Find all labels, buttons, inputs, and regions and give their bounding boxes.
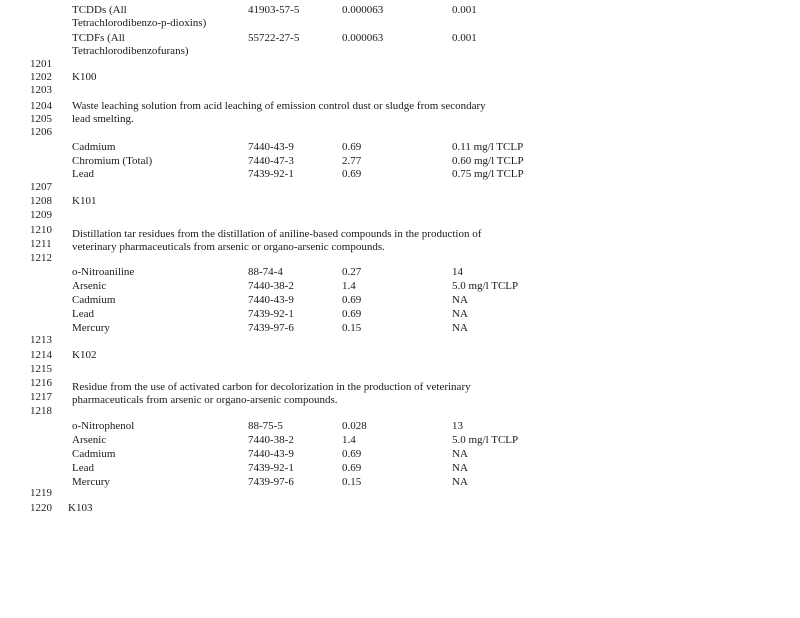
- line-number: 1208: [30, 195, 52, 207]
- waste-code: K101: [72, 195, 97, 207]
- row-cas: 7440-43-9: [248, 141, 294, 153]
- row-nonwastewater: NA: [452, 294, 468, 306]
- row-name: TCDDs (All: [72, 4, 127, 16]
- line-number: 1219: [30, 487, 52, 499]
- row-wastewater: 0.27: [342, 266, 362, 278]
- row-wastewater: 0.69: [342, 462, 362, 474]
- row-nonwastewater: 0.60 mg/l TCLP: [452, 155, 524, 167]
- row-cas: 41903-57-5: [248, 4, 300, 16]
- line-number: 1206: [30, 126, 52, 138]
- row-name: Mercury: [72, 322, 110, 334]
- waste-description: Waste leaching solution from acid leaching of emission control dust or sludge from secondary: [72, 100, 486, 112]
- line-number: 1202: [30, 71, 52, 83]
- row-cas: 7439-92-1: [248, 168, 294, 180]
- row-name: Lead: [72, 462, 94, 474]
- row-wastewater: 0.000063: [342, 32, 384, 44]
- row-cas: 7440-38-2: [248, 280, 294, 292]
- row-cas: 7439-97-6: [248, 476, 294, 488]
- row-cas: 7439-92-1: [248, 308, 294, 320]
- row-cas: 7440-47-3: [248, 155, 294, 167]
- row-nonwastewater: NA: [452, 448, 468, 460]
- waste-description: veterinary pharmaceuticals from arsenic or organo-arsenic compounds.: [72, 241, 385, 253]
- row-wastewater: 0.028: [342, 420, 367, 432]
- waste-code: K103: [68, 502, 93, 514]
- row-wastewater: 1.4: [342, 280, 356, 292]
- waste-description: Distillation tar residues from the distillation of aniline-based compounds in the production of: [72, 228, 482, 240]
- waste-description: lead smelting.: [72, 113, 134, 125]
- row-wastewater: 0.000063: [342, 4, 384, 16]
- line-number: 1205: [30, 113, 52, 125]
- line-number: 1210: [30, 224, 52, 236]
- row-name: Lead: [72, 168, 94, 180]
- row-nonwastewater: 5.0 mg/l TCLP: [452, 280, 519, 292]
- line-number: 1218: [30, 405, 52, 417]
- row-nonwastewater: 0.11 mg/l TCLP: [452, 141, 524, 153]
- row-name: Lead: [72, 308, 94, 320]
- line-number: 1217: [30, 391, 52, 403]
- row-cas: 7439-92-1: [248, 462, 294, 474]
- line-number: 1203: [30, 84, 52, 96]
- row-name: Arsenic: [72, 434, 107, 446]
- row-nonwastewater: 14: [452, 266, 463, 278]
- row-nonwastewater: NA: [452, 462, 468, 474]
- row-wastewater: 2.77: [342, 155, 362, 167]
- line-number: 1220: [30, 502, 52, 514]
- row-wastewater: 0.15: [342, 476, 362, 488]
- row-nonwastewater: 0.001: [452, 32, 477, 44]
- waste-description: pharmaceuticals from arsenic or organo-arsenic compounds.: [72, 394, 338, 406]
- waste-code: K102: [72, 349, 97, 361]
- waste-code: K100: [72, 71, 97, 83]
- row-nonwastewater: NA: [452, 476, 468, 488]
- line-number: 1207: [30, 181, 52, 193]
- row-cas: 7440-43-9: [248, 448, 294, 460]
- row-nonwastewater: 0.001: [452, 4, 477, 16]
- line-number: 1211: [30, 238, 52, 250]
- row-name: TCDFs (All: [72, 32, 125, 44]
- line-number: 1212: [30, 252, 52, 264]
- row-wastewater: 0.69: [342, 168, 362, 180]
- row-name: Mercury: [72, 476, 110, 488]
- row-name-cont: Tetrachlorodibenzo-p-dioxins): [72, 17, 207, 29]
- row-cas: 88-75-5: [248, 420, 283, 432]
- row-wastewater: 1.4: [342, 434, 356, 446]
- row-name: Chromium (Total): [72, 155, 153, 167]
- row-wastewater: 0.69: [342, 141, 362, 153]
- row-name: Arsenic: [72, 280, 107, 292]
- row-nonwastewater: 0.75 mg/l TCLP: [452, 168, 524, 180]
- row-cas: 88-74-4: [248, 266, 283, 278]
- line-number: 1213: [30, 334, 52, 346]
- line-number: 1209: [30, 209, 52, 221]
- row-name: Cadmium: [72, 294, 116, 306]
- line-number: 1215: [30, 363, 52, 375]
- row-wastewater: 0.15: [342, 322, 362, 334]
- row-cas: 7440-43-9: [248, 294, 294, 306]
- row-name: o-Nitrophenol: [72, 420, 135, 432]
- line-number: 1204: [30, 100, 52, 112]
- row-name-cont: Tetrachlorodibenzofurans): [72, 45, 189, 57]
- row-cas: 55722-27-5: [248, 32, 300, 44]
- line-number: 1216: [30, 377, 52, 389]
- waste-description: Residue from the use of activated carbon for decolorization in the production of veterinary: [72, 381, 471, 393]
- row-name: o-Nitroaniline: [72, 266, 135, 278]
- row-nonwastewater: NA: [452, 322, 468, 334]
- row-name: Cadmium: [72, 448, 116, 460]
- row-nonwastewater: 13: [452, 420, 463, 432]
- row-nonwastewater: NA: [452, 308, 468, 320]
- row-nonwastewater: 5.0 mg/l TCLP: [452, 434, 519, 446]
- row-wastewater: 0.69: [342, 308, 362, 320]
- row-wastewater: 0.69: [342, 294, 362, 306]
- row-cas: 7439-97-6: [248, 322, 294, 334]
- row-name: Cadmium: [72, 141, 116, 153]
- row-cas: 7440-38-2: [248, 434, 294, 446]
- line-number: 1201: [30, 58, 52, 70]
- row-wastewater: 0.69: [342, 448, 362, 460]
- line-number: 1214: [30, 349, 52, 361]
